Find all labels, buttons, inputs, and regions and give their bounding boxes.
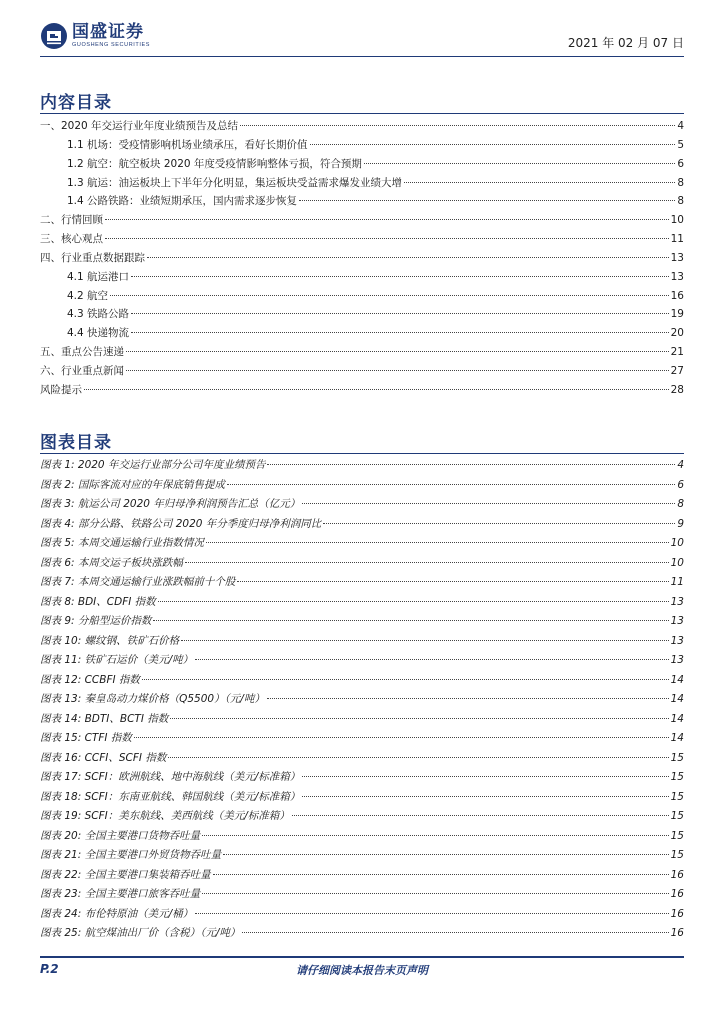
figure-entry[interactable] xyxy=(40,769,684,789)
table-of-contents xyxy=(40,118,684,401)
toc-entry[interactable] xyxy=(40,269,684,288)
toc-title: 内容目录 xyxy=(40,93,112,113)
toc-entry[interactable] xyxy=(40,250,684,269)
figure-entry-page: 4 xyxy=(677,459,684,471)
figure-entry-page: 13 xyxy=(670,615,684,627)
figure-entry-page: 15 xyxy=(670,751,684,764)
toc-entry-label: 1.3 航运：油运板块上下半年分化明显，集运板块受益需求爆发业绩大增 xyxy=(67,176,403,189)
figure-entry[interactable] xyxy=(40,496,684,516)
figure-entry-page: 13 xyxy=(670,595,684,608)
figure-entry[interactable] xyxy=(40,730,684,750)
figure-entry-page: 14 xyxy=(670,673,684,686)
leader-dots xyxy=(134,736,669,738)
leader-dots xyxy=(105,218,669,220)
toc-entry-page: 11 xyxy=(670,233,684,246)
brand-name-en: GUOSHENG SECURITIES xyxy=(72,41,151,48)
figure-entry[interactable] xyxy=(40,925,684,945)
toc-entry-page: 13 xyxy=(670,251,684,264)
figure-entry-page: 10 xyxy=(670,556,684,569)
leader-dots xyxy=(267,697,669,699)
figure-entry[interactable] xyxy=(40,535,684,555)
toc-entry-label: 三、核心观点 xyxy=(40,233,103,246)
figure-entry-label: 图表 12: CCBFI 指数 xyxy=(40,673,140,686)
figure-entry-page: 15 xyxy=(670,771,684,783)
leader-dots xyxy=(364,162,675,164)
figure-entry[interactable] xyxy=(40,750,684,770)
toc-entry[interactable] xyxy=(40,137,684,156)
leader-dots xyxy=(202,834,669,836)
figure-entry[interactable] xyxy=(40,789,684,809)
figure-entry-label: 图表 2: 国际客流对应的年保底销售提成 xyxy=(40,478,225,491)
leader-dots xyxy=(147,256,669,258)
leader-dots xyxy=(158,600,669,602)
figure-entry[interactable] xyxy=(40,711,684,731)
leader-dots xyxy=(195,658,669,660)
figure-entry[interactable] xyxy=(40,477,684,497)
figure-entry-label: 图表 5: 本周交通运输行业指数情况 xyxy=(40,537,204,549)
figure-entry[interactable] xyxy=(40,847,684,867)
figure-entry-label: 图表 3: 航运公司 2020 年归母净利润预告汇总（亿元） xyxy=(40,498,301,510)
leader-dots xyxy=(110,294,669,296)
toc-entry-label: 六、行业重点新闻 xyxy=(40,364,124,377)
toc-entry-label: 1.2 航空：航空板块 2020 年度受疫情影响整体亏损，符合预期 xyxy=(67,157,362,170)
leader-dots xyxy=(181,639,669,641)
figure-entry-label: 图表 4: 部分公路、铁路公司 2020 年分季度归母净利润同比 xyxy=(40,517,322,530)
toc-entry-label: 4.3 铁路公路 xyxy=(67,308,130,321)
footer-rule xyxy=(40,956,684,958)
toc-entry-label: 风险提示 xyxy=(40,383,82,396)
leader-dots xyxy=(310,143,676,145)
figure-entry-page: 15 xyxy=(670,810,684,822)
leader-dots xyxy=(168,756,668,758)
leader-dots xyxy=(142,678,669,680)
leader-dots xyxy=(126,369,669,371)
toc-entry[interactable] xyxy=(40,344,684,363)
figure-entry-label: 图表 22: 全国主要港口集装箱吞吐量 xyxy=(40,868,211,881)
toc-entry-page: 6 xyxy=(677,157,684,170)
page-number: P.2 xyxy=(40,962,59,976)
leader-dots xyxy=(206,541,669,543)
figure-entry-page: 14 xyxy=(670,712,684,725)
toc-entry-label: 一、2020 年交运行业年度业绩预告及总结 xyxy=(40,120,239,132)
leader-dots xyxy=(302,502,675,504)
figure-entry[interactable] xyxy=(40,652,684,672)
leader-dots xyxy=(302,775,668,777)
toc-entry-page: 16 xyxy=(670,289,684,302)
toc-entry-page: 27 xyxy=(670,364,684,377)
figure-entry-page: 16 xyxy=(670,868,684,881)
figure-entry[interactable] xyxy=(40,886,684,906)
toc-entry-page: 28 xyxy=(670,383,684,396)
toc-entry[interactable] xyxy=(40,363,684,382)
figure-entry-page: 6 xyxy=(677,478,684,491)
leader-dots xyxy=(240,124,675,126)
figure-list-title-rule xyxy=(40,453,684,454)
leader-dots xyxy=(131,312,669,314)
figure-entry-label: 图表 18: SCFI：东南亚航线、韩国航线（美元/标准箱） xyxy=(40,790,301,803)
figure-entry[interactable] xyxy=(40,672,684,692)
leader-dots xyxy=(292,814,669,816)
figure-entry-page: 9 xyxy=(677,517,684,530)
toc-entry[interactable] xyxy=(40,156,684,175)
figure-entry-page: 11 xyxy=(670,576,684,588)
toc-entry-page: 19 xyxy=(670,308,684,321)
figure-entry-label: 图表 25: 航空煤油出厂价（含税）（元/吨） xyxy=(40,927,241,939)
figure-entry-label: 图表 14: BDTI、BCTI 指数 xyxy=(40,712,169,725)
leader-dots xyxy=(267,463,675,465)
toc-entry[interactable] xyxy=(40,212,684,231)
toc-entry[interactable] xyxy=(40,118,684,137)
leader-dots xyxy=(237,580,668,582)
toc-entry-page: 10 xyxy=(670,214,684,227)
leader-dots xyxy=(202,892,669,894)
figure-entry-label: 图表 11: 铁矿石运价（美元/吨） xyxy=(40,654,194,666)
toc-entry[interactable] xyxy=(40,175,684,194)
leader-dots xyxy=(126,350,669,352)
leader-dots xyxy=(227,483,675,485)
leader-dots xyxy=(323,522,675,524)
disclaimer-note: 请仔细阅读本报告末页声明 xyxy=(296,964,428,977)
toc-entry-label: 五、重点公告速递 xyxy=(40,346,124,359)
leader-dots xyxy=(299,199,675,201)
leader-dots xyxy=(185,561,669,563)
report-date: 2021 年 02 月 07 日 xyxy=(567,36,684,50)
figure-entry-label: 图表 10: 螺纹钢、铁矿石价格 xyxy=(40,634,180,647)
figure-entry-label: 图表 20: 全国主要港口货物吞吐量 xyxy=(40,829,201,842)
figure-entry-page: 13 xyxy=(670,634,684,647)
toc-entry-label: 二、行情回顾 xyxy=(40,214,103,227)
brand-logo xyxy=(40,22,150,50)
brand-name-cn: 国盛证券 xyxy=(72,21,144,42)
leader-dots xyxy=(131,331,669,333)
toc-entry-page: 5 xyxy=(677,138,684,151)
figure-entry-page: 16 xyxy=(670,888,684,900)
figure-entry-label: 图表 17: SCFI：欧洲航线、地中海航线（美元/标准箱） xyxy=(40,771,301,783)
figure-entry-page: 15 xyxy=(670,790,684,803)
toc-entry-page: 20 xyxy=(670,327,684,340)
figure-entry-page: 16 xyxy=(670,927,684,939)
toc-entry-label: 1.4 公路铁路：业绩短期承压，国内需求逐步恢复 xyxy=(67,195,298,208)
page-header xyxy=(40,22,684,57)
figure-entry-label: 图表 19: SCFI：美东航线、美西航线（美元/标准箱） xyxy=(40,810,290,822)
figure-entry-label: 图表 21: 全国主要港口外贸货物吞吐量 xyxy=(40,849,222,861)
leader-dots xyxy=(131,275,669,277)
figure-entry-label: 图表 13: 秦皇岛动力煤价格（Q5500）（元/吨） xyxy=(40,693,265,705)
figure-entry-page: 14 xyxy=(670,732,684,744)
figure-list xyxy=(40,457,684,945)
figure-entry[interactable] xyxy=(40,867,684,887)
leader-dots xyxy=(84,388,669,390)
figure-entry[interactable] xyxy=(40,457,684,477)
toc-entry-label: 4.1 航运港口 xyxy=(67,270,130,283)
leader-dots xyxy=(404,181,675,183)
toc-entry-label: 4.2 航空 xyxy=(67,289,109,302)
leader-dots xyxy=(302,795,668,797)
toc-entry-label: 四、行业重点数据跟踪 xyxy=(40,251,145,264)
figure-entry-label: 图表 16: CCFI、SCFI 指数 xyxy=(40,751,167,764)
toc-entry-page: 8 xyxy=(677,195,684,208)
toc-entry[interactable] xyxy=(40,306,684,325)
toc-entry[interactable] xyxy=(40,193,684,212)
leader-dots xyxy=(195,912,669,914)
figure-entry-label: 图表 1: 2020 年交运行业部分公司年度业绩预告 xyxy=(40,459,266,471)
figure-entry-label: 图表 23: 全国主要港口旅客吞吐量 xyxy=(40,888,201,900)
toc-title-rule xyxy=(40,113,684,114)
figure-entry-page: 13 xyxy=(670,654,684,666)
figure-entry-page: 15 xyxy=(670,829,684,842)
figure-entry-page: 8 xyxy=(677,498,684,510)
figure-entry[interactable] xyxy=(40,808,684,828)
toc-entry-label: 1.1 机场：受疫情影响机场业绩承压，看好长期价值 xyxy=(67,138,308,151)
figure-entry-page: 14 xyxy=(670,693,684,705)
figure-entry[interactable] xyxy=(40,691,684,711)
toc-entry-page: 13 xyxy=(670,270,684,283)
toc-entry-label: 4.4 快递物流 xyxy=(67,327,130,340)
toc-entry-page: 21 xyxy=(670,346,684,359)
figure-entry-page: 16 xyxy=(670,907,684,920)
figure-entry-page: 10 xyxy=(670,537,684,549)
figure-entry-label: 图表 9: 分船型运价指数 xyxy=(40,615,152,627)
figure-entry[interactable] xyxy=(40,594,684,614)
toc-entry[interactable] xyxy=(40,231,684,250)
figure-entry-page: 15 xyxy=(670,849,684,861)
toc-entry[interactable] xyxy=(40,382,684,401)
figure-entry[interactable] xyxy=(40,633,684,653)
figure-list-title: 图表目录 xyxy=(40,433,112,453)
figure-entry-label: 图表 15: CTFI 指数 xyxy=(40,732,132,744)
figure-entry[interactable] xyxy=(40,828,684,848)
brand-logo-icon xyxy=(40,22,68,50)
toc-entry-page: 4 xyxy=(677,120,684,132)
figure-entry[interactable] xyxy=(40,906,684,926)
figure-entry[interactable] xyxy=(40,613,684,633)
toc-entry[interactable] xyxy=(40,325,684,344)
leader-dots xyxy=(242,931,668,933)
figure-entry-label: 图表 24: 布伦特原油（美元/桶） xyxy=(40,907,194,920)
figure-entry-label: 图表 6: 本周交运子板块涨跌幅 xyxy=(40,556,183,569)
figure-entry[interactable] xyxy=(40,516,684,536)
toc-entry-page: 8 xyxy=(677,176,684,189)
figure-entry-label: 图表 8: BDI、CDFI 指数 xyxy=(40,595,156,608)
figure-entry[interactable] xyxy=(40,555,684,575)
leader-dots xyxy=(105,237,669,239)
leader-dots xyxy=(170,717,668,719)
toc-entry[interactable] xyxy=(40,288,684,307)
figure-entry[interactable] xyxy=(40,574,684,594)
leader-dots xyxy=(223,853,669,855)
leader-dots xyxy=(213,873,669,875)
figure-entry-label: 图表 7: 本周交通运输行业涨跌幅前十个股 xyxy=(40,576,236,588)
leader-dots xyxy=(153,619,668,621)
